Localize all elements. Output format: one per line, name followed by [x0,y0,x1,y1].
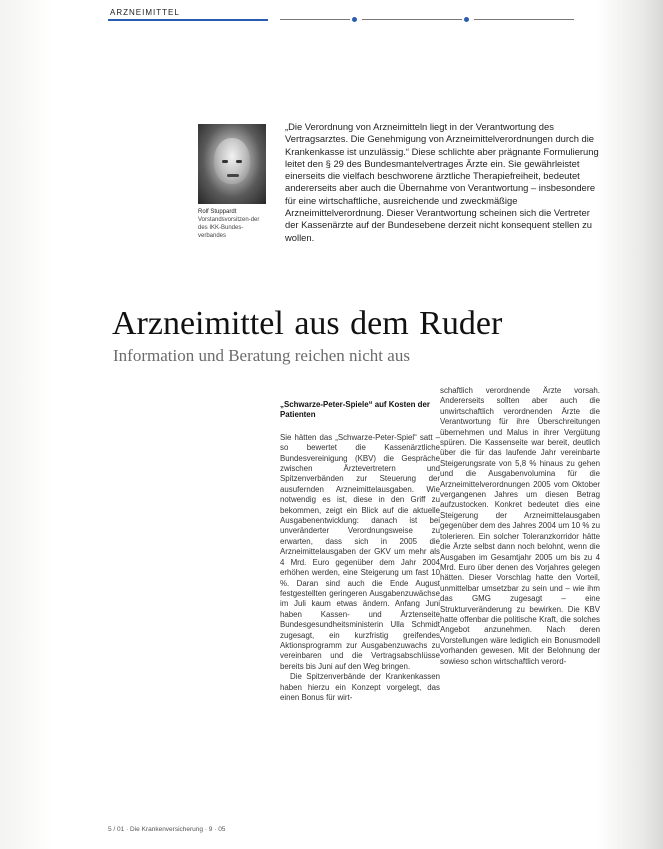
intro-quote-text: „Die Verordnung von Arzneimitteln liegt in der Verantwortung des Vertragsarztes. Die Genehmigung von Arzneimittelverordnungen durch die Krankenkasse ist unzulässig.“ Diese schlichte aber prägnante Formulierung leitet den § 29 des Bundesmantelvertrages Ärzte ein. Sie gewährleistet einerseits die vielfach beschworene ärztliche Therapiefreiheit, bedeutet andererseits aber auch die Übernahme von Verantwortung – insbesondere für eine wirtschaftliche, ausreichende und zweckmäßige Arzneimittelverordnung. Dieser Verantwortung scheinen sich die Vertreter der Kassenärzte auf der Bundesebene derzeit nicht konsequent stellen zu wollen. [285,121,599,243]
intro-quote [285,121,603,244]
header-rule-2 [362,19,462,20]
caption-name: Rolf Stuppardt [198,209,237,215]
article-column-2 [440,386,600,667]
page-footer: 5 / 01 · Die Krankenversicherung · 9 · 05 [108,826,226,833]
article-title: Arzneimittel aus dem Ruder [112,305,503,342]
column-1-paragraph-2: Die Spitzenverbände der Krankenkassen haben hierzu ein Konzept vorgelegt, das einen Bonus für wirt- [280,672,440,702]
portrait-eye-right [236,160,242,163]
section-label: ARZNEIMITTEL [110,8,180,17]
portrait-face [214,138,250,184]
column-1-paragraph-1: Sie hätten das „Schwarze-Peter-Spiel“ satt – so bewertet die Kassenärztliche Bundesvereinigung (KBV) die Gespräche zwischen Ärztevertretern und Spitzenverbänden zur Steuerung der ausufernden Arzneimittelausgaben. Wie notwendig es ist, diese in den Griff zu bekommen, zeigt ein Blick auf die aktuelle Ausgabenentwicklung: danach ist bei unveränderter Verordnungsweise zu erwarten, dass sich in 2005 die Arzneimittelausgaben der GKV um mehr als 4 Mrd. Euro gegenüber dem Jahr 2004 erhöhen werden, eine Steigerung um fast 10 %. Daran sind auch die Ende August festgestellten geringeren Ausgabenzuwächse im Juli kaum etwas ändern. Anfang Juni haben Kassen- und Ärztenseite Bundesgesundheitsministerin Ulla Schmidt zugesagt, ein kurzfristig greifendes Aktionsprogramm zur Ausgabenzuwachs zu vereinbaren und die Vertragsabschlüsse bereits bis Juni auf den Weg bringen. [280,432,440,671]
header-dot-2 [464,17,469,22]
portrait-photo [198,124,266,204]
column-2-paragraph-1: schaftlich verordnende Ärzte vorsah. Andererseits sollten aber auch die unwirtschaftlich verordnenden Ärzte die Verantwortung für ihre Überschreitungen übernehmen und Malus in ihrer Vergütung spüren. Die Kassenseite war bereit, deutlich über die für das laufende Jahr vereinbarte Steigerungsrate von 5,8 % hinaus zu gehen und die Ausgabenvolumina für die Arzneimittelverordnungen 2005 vom Oktober vergangenen Jahres um diesen Betrag aufzustocken. Konkret bedeutet dies eine Steigerung der Arzneimittelausgaben gegenüber dem des Jahres 2004 um 10 % zu tolerieren. Ein solcher Toleranzkorridor hätte die Ärzte selbst dann noch belohnt, wenn die Ausgaben im Gesamtjahr 2005 um bis zu 4 Mrd. Euro über denen des Vorjahres gelegen hätten. Dieser Vorschlag hatte den Vorteil, unmittelbar umsetzbar zu sein und – wie ihm das GMG zugesagt – eine Strukturveränderung zu bewirken. Die KBV hatte offenbar die politische Kraft, die solches Angebot anzunehmen. Nach deren Vorstellungen wäre lediglich ein Bonusmodell vorhanden gewesen. Mit der Belohnung der sowieso schon wirtschaftlich verord- [440,386,600,666]
header-rule-1 [280,19,350,20]
article-column-1 [280,400,440,703]
header-rule-accent [108,19,268,21]
header-rule-3 [474,19,574,20]
portrait-mouth [227,174,239,177]
portrait-eye-left [222,160,228,163]
caption-role: Vorstandsvorsitzen-der des IKK-Bundes-verbandes [198,217,260,239]
header-dot-1 [352,17,357,22]
article-subtitle: Information und Beratung reichen nicht aus [113,346,410,365]
portrait-caption [198,208,268,240]
article-subhead: „Schwarze-Peter-Spiele“ auf Kosten der Patienten [280,400,430,420]
